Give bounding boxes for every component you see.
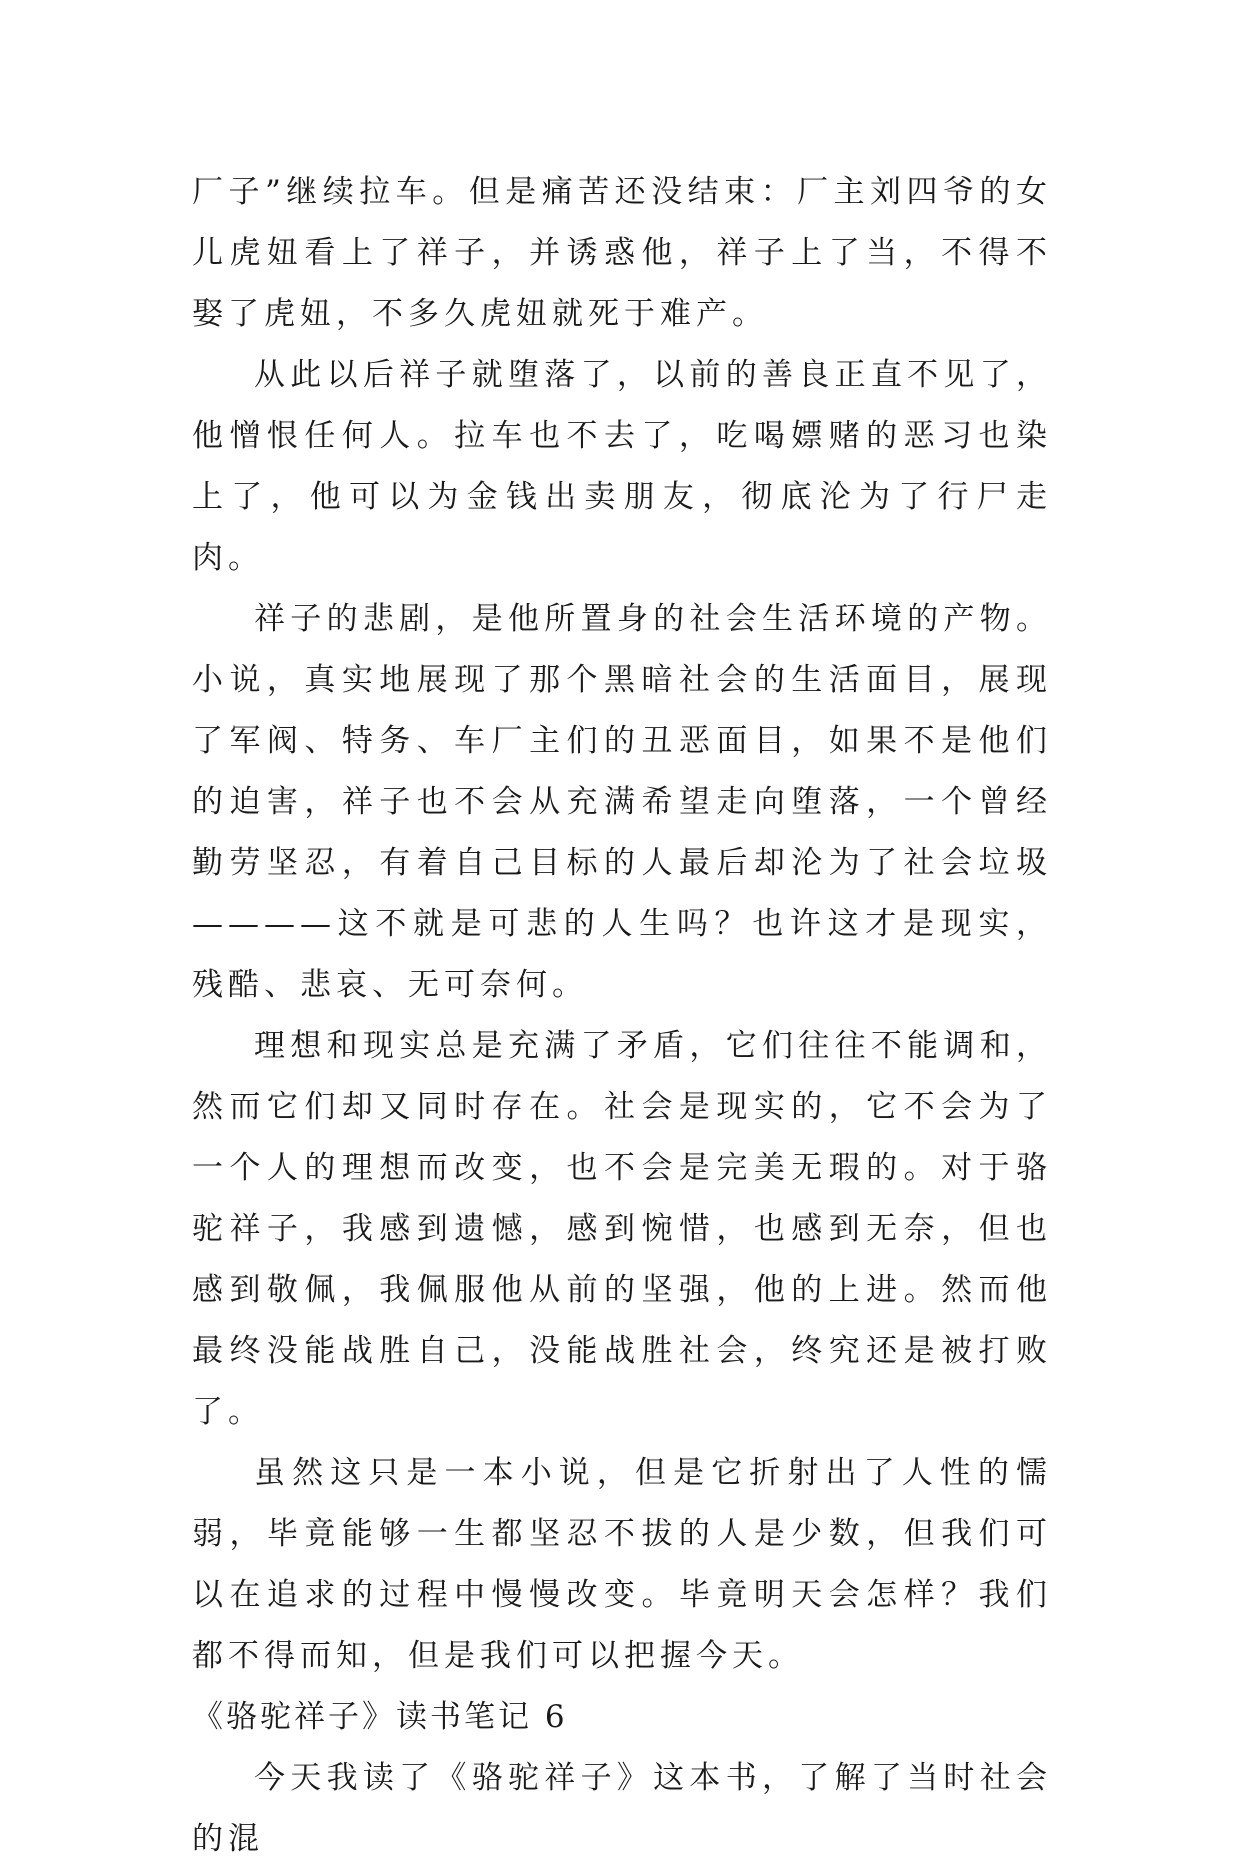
section-heading: 《骆驼祥子》读书笔记 6 xyxy=(192,1699,568,1735)
paragraph: 今天我读了《骆驼祥子》这本书，了解了当时社会的混 xyxy=(192,1760,1052,1857)
body-text xyxy=(192,162,1052,1870)
paragraph-continued: 厂子”继续拉车。但是痛苦还没结束：厂主刘四爷的女儿虎妞看上了祥子，并诱惑他，祥子上了当，不得不娶了虎妞，不多久虎妞就死于难产。 xyxy=(192,174,1052,332)
paragraph: 理想和现实总是充满了矛盾，它们往往不能调和，然而它们却又同时存在。社会是现实的，它不会为了一个人的理想而改变，也不会是完美无瑕的。对于骆驼祥子，我感到遗憾，感到惋惜，也感到无奈，但也感到敬佩，我佩服他从前的坚强，他的上进。然而他最终没能战胜自己，没能战胜社会，终究还是被打败了。 xyxy=(192,1028,1052,1430)
paragraph: 从此以后祥子就堕落了，以前的善良正直不见了，他憎恨任何人。拉车也不去了，吃喝嫖赌的恶习也染上了，他可以为金钱出卖朋友，彻底沦为了行尸走肉。 xyxy=(192,357,1052,576)
paragraph: 虽然这只是一本小说，但是它折射出了人性的懦弱，毕竟能够一生都坚忍不拔的人是少数，但我们可以在追求的过程中慢慢改变。毕竟明天会怎样？我们都不得而知，但是我们可以把握今天。 xyxy=(192,1455,1052,1674)
paragraph: 祥子的悲剧，是他所置身的社会生活环境的产物。小说，真实地展现了那个黑暗社会的生活面目，展现了军阀、特务、车厂主们的丑恶面目，如果不是他们的迫害，祥子也不会从充满希望走向堕落，一个曾经勤劳坚忍，有着自己目标的人最后却沦为了社会垃圾————这不就是可悲的人生吗？也许这才是现实，残酷、悲哀、无可奈何。 xyxy=(192,601,1052,1003)
